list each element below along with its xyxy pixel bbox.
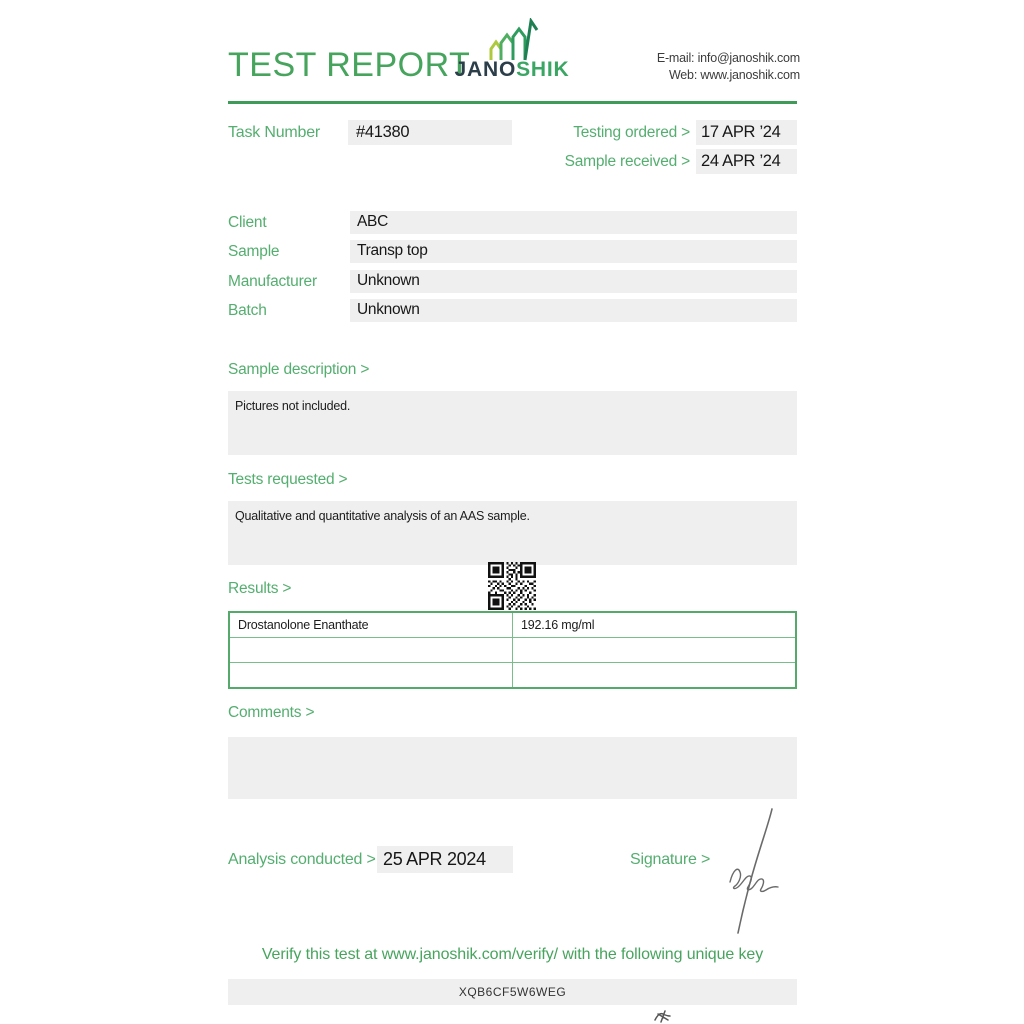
email-label: E-mail:	[656, 51, 695, 65]
task-number-field	[348, 120, 512, 145]
handwritten-signature	[702, 806, 797, 936]
header-divider	[228, 101, 797, 104]
results-label: Results >	[228, 580, 292, 597]
tests-requested-box	[228, 501, 797, 565]
web-label: Web:	[668, 68, 698, 82]
comments-label: Comments >	[228, 704, 315, 721]
email-value: info@janoshik.com	[697, 51, 800, 65]
results-table	[228, 611, 797, 689]
result-substance-cell	[230, 663, 513, 687]
unique-key-field	[228, 979, 797, 1005]
signature-label: Signature >	[630, 851, 711, 868]
sample-description-box	[228, 391, 797, 455]
janoshik-logo	[448, 58, 576, 82]
verify-instruction: Verify this test at www.janoshik.com/verify/ with the following unique key	[261, 946, 764, 963]
cut-off-stamp-mark	[652, 1008, 676, 1024]
contact-web-line	[657, 67, 800, 84]
sample-value: Transp top	[357, 242, 428, 259]
qr-code-icon	[488, 562, 536, 610]
info-row-manufacturer	[228, 270, 797, 293]
batch-label: Batch	[228, 302, 267, 319]
page-title: TEST REPORT	[228, 46, 471, 84]
sample-description-label: Sample description >	[228, 361, 370, 378]
client-value: ABC	[357, 213, 388, 230]
testing-ordered-field	[696, 120, 797, 145]
info-row-client	[228, 211, 797, 234]
comments-text	[228, 737, 797, 745]
testing-ordered-value: 17 APR ’24	[701, 123, 781, 141]
batch-field	[350, 299, 797, 322]
contact-email-line	[657, 50, 800, 67]
task-number-label: Task Number	[228, 124, 321, 141]
result-substance-cell: Drostanolone Enanthate	[230, 613, 513, 638]
sample-description-text: Pictures not included.	[235, 399, 351, 413]
logo-text-shik: SHIK	[516, 58, 570, 81]
task-number-value: #41380	[356, 123, 410, 141]
testing-ordered-label: Testing ordered >	[573, 124, 690, 141]
sample-received-label: Sample received >	[564, 153, 690, 170]
tests-requested-label: Tests requested >	[228, 471, 348, 488]
sample-received-value: 24 APR ’24	[701, 152, 781, 170]
unique-key-value: XQB6CF5W6WEG	[458, 985, 567, 999]
comments-box	[228, 737, 797, 799]
client-label: Client	[228, 214, 267, 231]
logo-text-jano: JANO	[454, 58, 517, 81]
manufacturer-value: Unknown	[357, 272, 420, 289]
tests-requested-text: Qualitative and quantitative analysis of an AAS sample.	[235, 509, 530, 523]
result-amount-cell	[513, 663, 795, 687]
analysis-conducted-label: Analysis conducted >	[228, 851, 376, 868]
batch-value: Unknown	[357, 301, 420, 318]
result-amount-cell: 192.16 mg/ml	[513, 613, 795, 638]
result-amount-cell	[513, 638, 795, 663]
result-substance-cell	[230, 638, 513, 663]
sample-field	[350, 240, 797, 263]
sample-label: Sample	[228, 243, 280, 260]
analysis-date-value: 25 APR 2024	[383, 849, 486, 869]
manufacturer-label: Manufacturer	[228, 273, 317, 290]
analysis-date-field	[377, 846, 513, 873]
client-field	[350, 211, 797, 234]
sample-received-field	[696, 149, 797, 174]
web-value: www.janoshik.com	[700, 68, 800, 82]
info-row-sample	[228, 240, 797, 263]
info-row-batch	[228, 299, 797, 322]
contact-info	[657, 50, 800, 84]
manufacturer-field	[350, 270, 797, 293]
